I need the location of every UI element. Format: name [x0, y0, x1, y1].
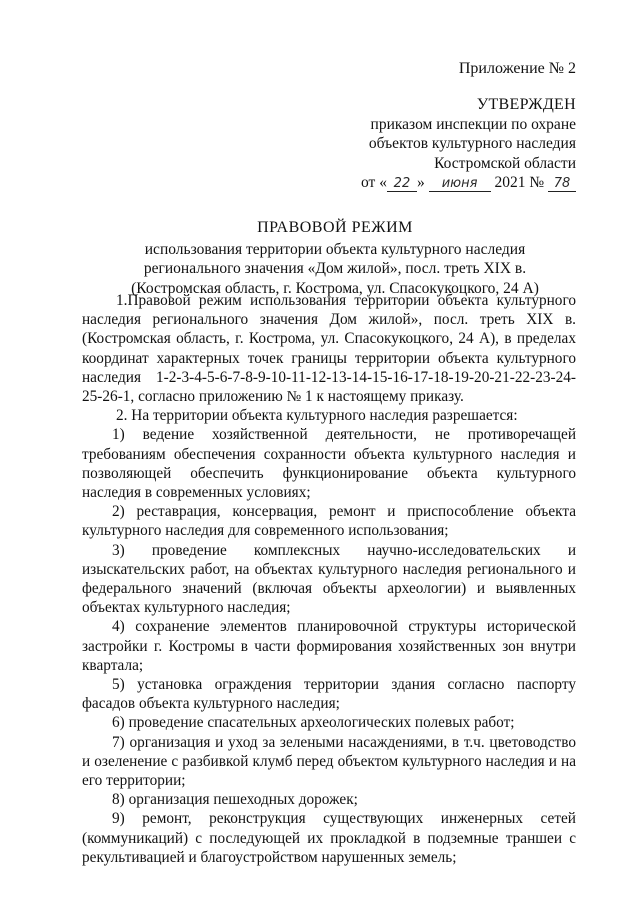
order-from-label: от «: [361, 174, 387, 191]
list-item: 4) сохранение элементов планировочной структуры исторической застройки г. Костромы в части формирования хозяйственных зон внутри квартала;: [82, 618, 576, 674]
approved-line: приказом инспекции по охране: [370, 115, 576, 133]
paragraph: 1.Правовой режим использования территории объекта культурного наследия регионального значения Дом жилой», посл. треть XIX в. (Костромская область, г. Кострома, ул. Спасокукоцкого, 24 А), в пределах координат характерных точек границы территории объекта культурного наследия 1-2-3-4-5-6-7-8-9-10-11-12-13-14-15-16-17-18-19-20-21-22-23-24-25-26-1, согласно приложению № 1 к настоящему приказу.: [82, 292, 576, 406]
list-item: 2) реставрация, консервация, ремонт и приспособление объекта культурного наследия для современного использования;: [82, 503, 576, 540]
order-year-label: 2021 №: [494, 174, 545, 191]
list-item: 5) установка ограждения территории здания согласно паспорту фасадов объекта культурного наследия;: [82, 676, 576, 713]
approved-line: Костромской области: [434, 154, 576, 172]
order-date-line: [330, 173, 576, 193]
list-item: 6) проведение спасательных археологических полевых работ;: [112, 714, 515, 732]
order-day-close: »: [416, 174, 425, 191]
subtitle-line: использования территории объекта культурного наследия: [144, 240, 526, 258]
approved-line: объектов культурного наследия: [368, 135, 576, 152]
appendix-label: Приложение № 2: [458, 60, 576, 77]
handwritten-month: июня: [429, 176, 491, 192]
list-item: 9) ремонт, реконструкция существующих инженерных сетей (коммуникаций) с последующей их прокладкой в подземные траншеи с рекультивацией и благоустройством нарушенных земель;: [82, 810, 576, 866]
handwritten-order-number: 78: [548, 176, 576, 192]
approval-block: [330, 95, 576, 193]
approved-heading: УТВЕРЖДЕН: [476, 96, 576, 113]
document-body: [82, 291, 576, 867]
list-item: 3) проведение комплексных научно-исследовательских и изыскательских работ, на объектах культурного наследия регионального и федерального значений (включая объекты археологии) и выявленных объектах культурного наследия;: [82, 541, 576, 617]
handwritten-day: 22: [387, 176, 417, 192]
subtitle-line: (Костромская область, г. Кострома, ул. Спасокукоцкого, 24 А): [131, 279, 539, 297]
list-item: 8) организация пешеходных дорожек;: [112, 791, 358, 809]
subtitle-line: регионального значения «Дом жилой», посл. треть XIX в.: [143, 260, 527, 277]
document-title: ПРАВОВОЙ РЕЖИМ: [257, 219, 413, 236]
title-block: [95, 218, 575, 298]
list-item: 1) ведение хозяйственной деятельности, не противоречащей требованиям обеспечения сохранности объекта культурного наследия и позволяющей обеспечить функционирование объекта культурного наследия в современных условиях;: [82, 426, 576, 502]
list-item: 7) организация и уход за зелеными насаждениями, в т.ч. цветоводство и озеленение с разбивкой клумб перед объектом культурного наследия и на его территории;: [82, 733, 576, 790]
paragraph: 2. На территории объекта культурного наследия разрешается:: [116, 407, 518, 425]
